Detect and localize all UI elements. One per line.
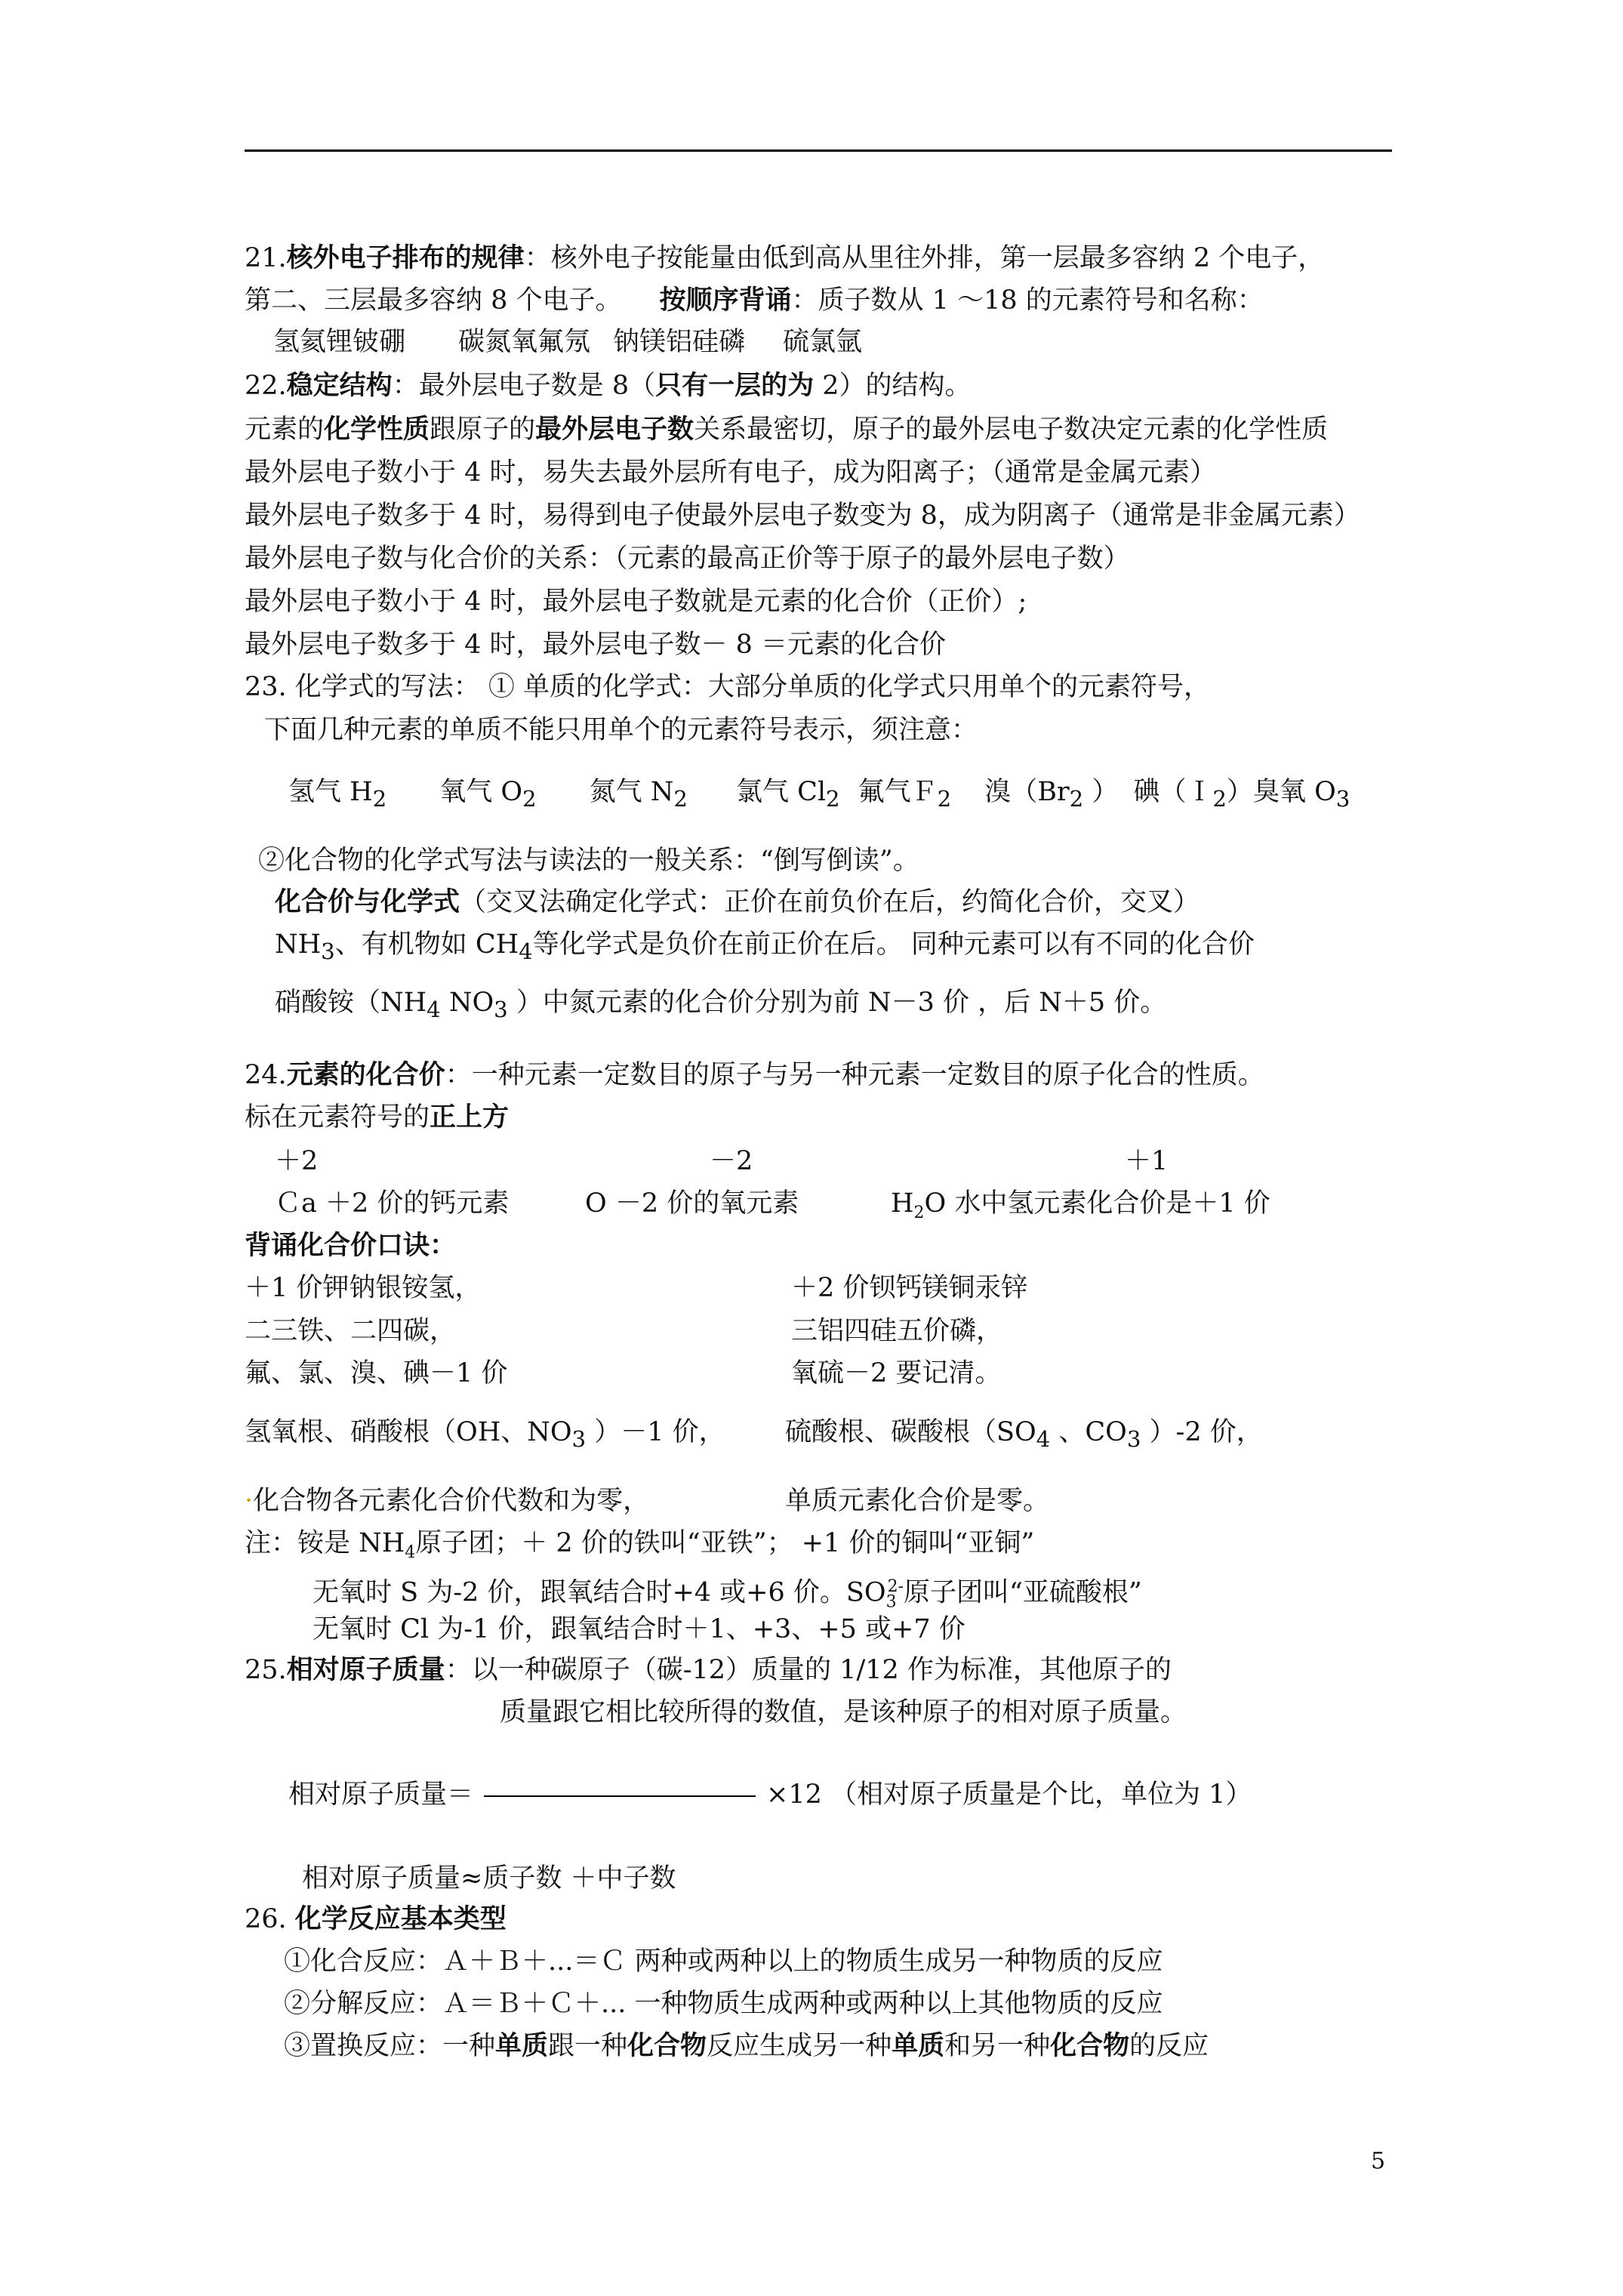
bold-term: 化学反应基本类型 bbox=[294, 1903, 507, 1934]
item-number: 26. bbox=[245, 1904, 295, 1934]
bold-term: 单质 bbox=[892, 2030, 945, 2061]
fraction-line bbox=[484, 1795, 756, 1797]
item-number: 21. bbox=[245, 243, 287, 273]
bold-term: 按顺序背诵 bbox=[659, 285, 792, 316]
valence-plus2: ＋2 bbox=[275, 1146, 319, 1176]
page-number: 5 bbox=[1371, 2148, 1386, 2174]
text: 氮气 N bbox=[589, 777, 674, 807]
text: 和另一种 bbox=[944, 2031, 1051, 2061]
note-1 bbox=[245, 1527, 1034, 1570]
bold-term: 单质 bbox=[495, 2030, 549, 2061]
example-ca: Ｃa ＋2 价的钙元素 bbox=[275, 1188, 510, 1219]
bold-term: 化合物 bbox=[627, 2030, 707, 2061]
line-23g bbox=[275, 986, 1166, 1026]
item-number: 24. bbox=[245, 1060, 287, 1090]
text: ：质子数从 1 ～18 的元素符号和名称： bbox=[791, 285, 1264, 316]
subscript: 3 bbox=[885, 1592, 897, 1612]
text: 氢氧根、硝酸根（OH、NO bbox=[245, 1417, 572, 1447]
text: 钠镁铝硅磷 bbox=[613, 327, 746, 357]
mnemonic-1a: ＋1 价钾钠银铵氢， bbox=[245, 1273, 482, 1303]
mnemonic-5b: 单质元素化合价是零。 bbox=[785, 1486, 1050, 1516]
item-number: 25. bbox=[245, 1655, 287, 1685]
line-22c: 最外层电子数小于 4 时，易失去最外层所有电子，成为阳离子；（通常是金属元素） bbox=[245, 458, 1217, 488]
bold-term: 相对原子质量 bbox=[286, 1654, 445, 1685]
text: 原子团叫“亚硫酸根” bbox=[904, 1577, 1142, 1608]
text: NH bbox=[275, 929, 322, 960]
text: H bbox=[891, 1188, 914, 1219]
text: 臭氧 O bbox=[1252, 777, 1336, 807]
line-23f bbox=[275, 928, 1255, 968]
subscript: 4 bbox=[1036, 1426, 1051, 1452]
line-22d: 最外层电子数多于 4 时，易得到电子使最外层电子数变为 8，成为阴离子（通常是非金属元素） bbox=[245, 501, 1360, 531]
reaction-combination: ①化合反应：Ａ＋Ｂ＋...＝Ｃ 两种或两种以上的物质生成另一种物质的反应 bbox=[284, 1946, 1163, 1977]
text: 2）的结构。 bbox=[814, 371, 972, 401]
example-o: O －2 价的氧元素 bbox=[585, 1188, 799, 1219]
bold-term: 正上方 bbox=[430, 1102, 510, 1133]
reaction-displacement bbox=[284, 2029, 1209, 2063]
text: 跟原子的 bbox=[430, 415, 536, 445]
line-25 bbox=[245, 1653, 1172, 1687]
subscript: 2 bbox=[913, 1203, 925, 1222]
text: ：以一种碳原子（碳-12）质量的 1/12 作为标准，其他原子的 bbox=[445, 1655, 1172, 1685]
text: 相对原子质量＝ bbox=[288, 1780, 474, 1810]
subscript: 2 bbox=[372, 786, 387, 812]
text: 溴（Br bbox=[984, 777, 1070, 807]
line-24b bbox=[245, 1101, 509, 1134]
text: ：最外层电子数是 8（ bbox=[392, 371, 656, 401]
text: 关系最密切，原子的最外层电子数决定元素的化学性质 bbox=[694, 415, 1329, 445]
line-21a bbox=[245, 242, 1324, 275]
line-23e bbox=[275, 886, 1200, 919]
text: ③置换反应：一种 bbox=[284, 2031, 496, 2061]
bold-term: 核外电子排布的规律 bbox=[286, 242, 525, 273]
subscript: 2 bbox=[1069, 786, 1084, 812]
text: 氢气 H bbox=[288, 777, 373, 807]
valence-plus1: ＋1 bbox=[1125, 1146, 1169, 1176]
text: 氢氦锂铍硼 bbox=[273, 327, 406, 357]
text: 原子团；＋ 2 价的铁叫“亚铁”； +1 价的铜叫“亚铜” bbox=[415, 1528, 1035, 1558]
note-2 bbox=[313, 1570, 1142, 1620]
reaction-decomposition: ②分解反应：Ａ＝Ｂ＋Ｃ＋... 一种物质生成两种或两种以上其他物质的反应 bbox=[284, 1989, 1163, 2019]
subscript: 3 bbox=[571, 1426, 587, 1452]
text: 化合物各元素化合价代数和为零， bbox=[253, 1486, 650, 1516]
mnemonic-2b: 三铝四硅五价磷， bbox=[791, 1316, 1003, 1346]
bullet-mark: · bbox=[245, 1486, 254, 1516]
line-24 bbox=[245, 1059, 1264, 1092]
line-23b: 下面几种元素的单质不能只用单个的元素符号表示，须注意： bbox=[264, 715, 978, 745]
text: 第二、三层最多容纳 8 个电子。 bbox=[245, 285, 622, 316]
text: 碳氮氧氟氖 bbox=[458, 327, 591, 357]
bold-term: 元素的化合价 bbox=[286, 1059, 445, 1090]
text: 碘（Ｉ bbox=[1133, 777, 1213, 807]
line-25b: 质量跟它相比较所得的数值，是该种原子的相对原子质量。 bbox=[500, 1697, 1187, 1727]
valence-minus2: －2 bbox=[710, 1146, 753, 1176]
subscript: 4 bbox=[427, 997, 441, 1022]
text: 跟一种 bbox=[548, 2031, 628, 2061]
line-23d: ②化合物的化学式写法与读法的一般关系：“倒写倒读”。 bbox=[258, 846, 919, 876]
line-26 bbox=[245, 1903, 507, 1936]
text: ） bbox=[1083, 777, 1119, 807]
bold-term: 化合价与化学式 bbox=[275, 886, 460, 917]
text: 无氧时 S 为-2 价，跟氧结合时+4 或+6 价。SO bbox=[313, 1577, 886, 1608]
text: 注：铵是 NH bbox=[245, 1528, 405, 1558]
line-22b bbox=[245, 413, 1328, 446]
header-rule bbox=[245, 149, 1392, 152]
example-h2o bbox=[891, 1187, 1270, 1230]
text: ）－1 价， bbox=[586, 1417, 725, 1447]
text: 氟气Ｆ bbox=[858, 777, 938, 807]
mnemonic-5a bbox=[245, 1484, 649, 1518]
text: 硫酸根、碳酸根（SO bbox=[785, 1417, 1036, 1447]
line-21b bbox=[245, 284, 1264, 317]
note-3: 无氧时 Cl 为-1 价，跟氧结合时＋1、+3、+5 或+7 价 bbox=[313, 1614, 965, 1644]
text: NO bbox=[440, 988, 494, 1018]
subscript: 2 bbox=[522, 786, 537, 812]
text: 反应生成另一种 bbox=[707, 2031, 892, 2061]
line-23a: 23. 化学式的写法： ① 单质的化学式：大部分单质的化学式只用单个的元素符号， bbox=[245, 672, 1211, 702]
mnemonic-4a bbox=[245, 1416, 725, 1456]
mnemonic-1b: ＋2 价钡钙镁铜汞锌 bbox=[791, 1273, 1028, 1303]
bold-term: 化合物 bbox=[1050, 2030, 1130, 2061]
bold-term: 只有一层的为 bbox=[655, 370, 815, 401]
line-22 bbox=[245, 369, 972, 402]
subscript: 2 bbox=[826, 786, 840, 812]
subscript: 2 bbox=[937, 786, 952, 812]
subscript: 4 bbox=[519, 938, 533, 964]
subscript: 3 bbox=[494, 997, 508, 1022]
text: 等化学式是负价在前正价在后。 同种元素可以有不同的化合价 bbox=[532, 929, 1255, 960]
text: （交叉法确定化学式：正价在前负价在后，约简化合价，交叉） bbox=[460, 887, 1200, 917]
text: 水中氢元素化合价是＋1 价 bbox=[946, 1188, 1270, 1219]
text: 标在元素符号的 bbox=[245, 1102, 430, 1133]
line-22f: 最外层电子数小于 4 时，最外层电子数就是元素的化合价（正价）; bbox=[245, 587, 1027, 617]
text: ×12 （相对原子质量是个比，单位为 1） bbox=[766, 1780, 1252, 1810]
line-23c bbox=[288, 775, 1350, 815]
line-22g: 最外层电子数多于 4 时，最外层电子数－ 8 ＝元素的化合价 bbox=[245, 630, 947, 660]
text: 硝酸铵（NH bbox=[275, 988, 427, 1018]
subscript: 3 bbox=[1126, 1426, 1141, 1452]
mnemonic-heading: 背诵化合价口诀： bbox=[245, 1230, 457, 1261]
text: ：一种元素一定数目的原子与另一种元素一定数目的原子化合的性质。 bbox=[445, 1060, 1264, 1090]
line-25d: 相对原子质量≈质子数 ＋中子数 bbox=[302, 1863, 676, 1894]
bold-term: 稳定结构 bbox=[286, 370, 393, 401]
mnemonic-2a: 二三铁、二四碳， bbox=[245, 1316, 457, 1346]
text: O bbox=[924, 1188, 947, 1219]
line-21c bbox=[273, 325, 862, 359]
text: 元素的 bbox=[245, 415, 325, 445]
text: ：核外电子按能量由低到高从里往外排，第一层最多容纳 2 个电子， bbox=[524, 243, 1325, 273]
text: 硫氯氩 bbox=[783, 327, 863, 357]
mnemonic-4b bbox=[785, 1416, 1263, 1456]
bold-term: 最外层电子数 bbox=[535, 414, 694, 445]
subscript: 2 bbox=[1212, 786, 1227, 812]
text: 氯气 Cl bbox=[735, 777, 827, 807]
mnemonic-3b: 氧硫－2 要记清。 bbox=[791, 1358, 1002, 1388]
formula-relative-atomic-mass bbox=[288, 1778, 1252, 1811]
subscript: 2 bbox=[673, 786, 688, 812]
superscript: 2- bbox=[887, 1577, 904, 1596]
text: 、有机物如 CH bbox=[334, 929, 519, 960]
bold-term: 化学性质 bbox=[324, 414, 430, 445]
text: ） bbox=[1226, 777, 1253, 807]
line-22e: 最外层电子数与化合价的关系：（元素的最高正价等于原子的最外层电子数） bbox=[245, 544, 1130, 574]
mnemonic-3a: 氟、氯、溴、碘－1 价 bbox=[245, 1358, 508, 1388]
subscript: 3 bbox=[321, 938, 335, 964]
subscript: 3 bbox=[1335, 786, 1350, 812]
text: ）中氮元素的化合价分别为前 N－3 价 ，后 N＋5 价。 bbox=[507, 988, 1167, 1018]
text: 的反应 bbox=[1129, 2031, 1209, 2061]
text: ）-2 价， bbox=[1141, 1417, 1263, 1447]
text: 、CO bbox=[1050, 1417, 1127, 1447]
text: 氧气 O bbox=[439, 777, 523, 807]
item-number: 22. bbox=[245, 371, 287, 401]
subscript: 4 bbox=[405, 1543, 416, 1562]
